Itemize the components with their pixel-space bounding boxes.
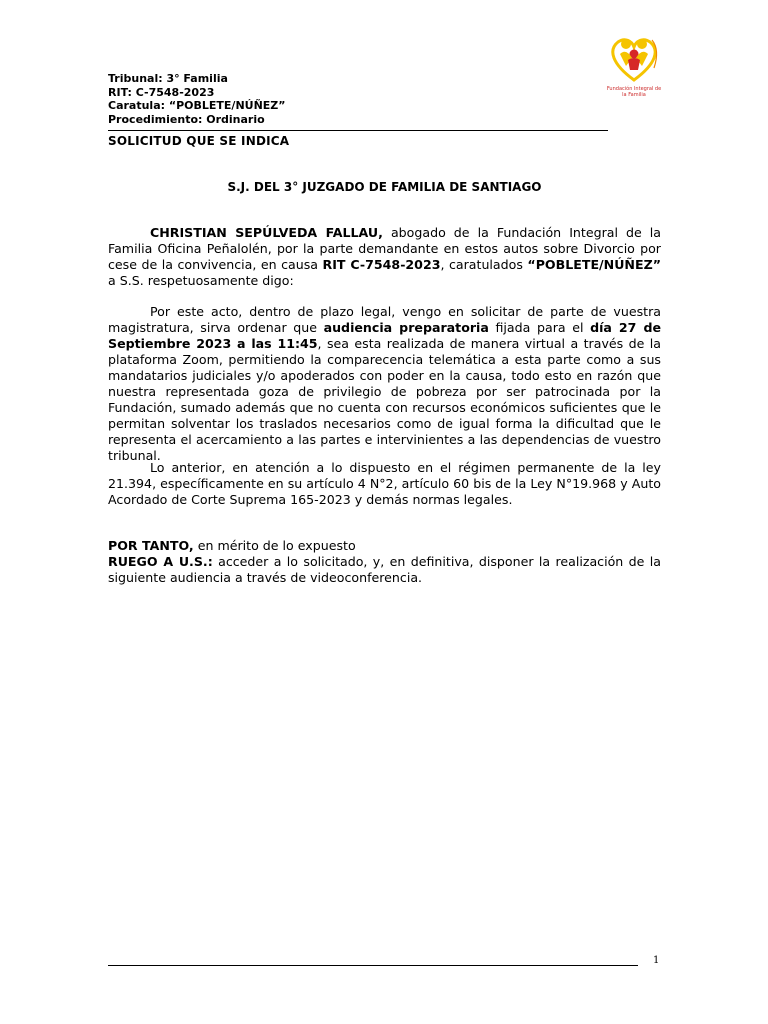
request-paragraph [108, 304, 661, 464]
introduction-paragraph [108, 225, 661, 289]
foundation-logo [604, 28, 664, 86]
request-text-1: Por este acto, dentro de plazo legal, vengo en solicitar de parte de vuestra magistratura, sirva ordenar que [108, 304, 661, 335]
court-addressee: S.J. DEL 3° JUZGADO DE FAMILIA DE SANTIAGO [227, 180, 542, 194]
attorney-name: CHRISTIAN SEPÚLVEDA FALLAU, [150, 225, 383, 240]
por-tanto-text: en mérito de lo expuesto [193, 538, 356, 553]
case-header [108, 72, 286, 126]
intro-caratula: “POBLETE/NÚÑEZ” [527, 257, 661, 272]
header-divider [108, 130, 608, 131]
intro-text-1: abogado de la Fundación Integral de la Familia Oficina Peñalolén, por la parte demandante en estos autos sobre Divorcio por cese de la convivencia, en causa [108, 225, 661, 272]
document-title: SOLICITUD QUE SE INDICA [108, 134, 290, 148]
logo-caption: Fundación Integral de la Familia [606, 86, 662, 98]
intro-text-3: a S.S. respetuosamente digo: [108, 273, 294, 288]
hearing-date: día 27 de Septiembre 2023 a las 11:45 [108, 320, 661, 351]
ruego-paragraph [108, 554, 661, 586]
tribunal-line: Tribunal: 3° Familia [108, 72, 228, 85]
legal-basis-paragraph: Lo anterior, en atención a lo dispuesto en el régimen permanente de la ley 21.394, específicamente en su artículo 4 N°2, artículo 60 bis de la Ley N°19.968 y Auto Acordado de Corte Suprema 165-2023 y demás normas legales. [108, 460, 661, 507]
ruego-text: acceder a lo solicitado, y, en definitiva, disponer la realización de la siguiente audiencia a través de videoconferencia. [108, 554, 661, 585]
intro-text-2: , caratulados [440, 257, 528, 272]
ruego-label: RUEGO A U.S.: [108, 554, 213, 569]
caratula-line: Caratula: “POBLETE/NÚÑEZ” [108, 99, 286, 112]
rit-line: RIT: C-7548-2023 [108, 85, 215, 99]
footer-divider [108, 965, 638, 966]
page-number: 1 [653, 955, 660, 966]
family-heart-icon [604, 28, 664, 86]
por-tanto-label: POR TANTO, [108, 538, 194, 553]
por-tanto-line [108, 538, 661, 554]
request-text-3: , sea esta realizada de manera virtual a través de la plataforma Zoom, permitiendo la comparecencia telemática a esta parte como a sus mandatarios judiciales y/o apoderados con poder en la causa, todo esto en razón que nuestra representada goza de privilegio de pobreza por ser patrocinada por la Fundación, sumado además que no cuenta con recursos económicos suficientes que le permitan solventar los traslados necesarios como de igual forma la dificultad que le representa el acercamiento a las partes e intervinientes a las dependencias de vuestro tribunal. [108, 336, 661, 463]
procedimiento-line: Procedimiento: Ordinario [108, 112, 265, 126]
intro-rit: RIT C-7548-2023 [322, 257, 441, 272]
hearing-type: audiencia preparatoria [323, 320, 489, 335]
request-text-2: fijada para el [488, 320, 591, 335]
